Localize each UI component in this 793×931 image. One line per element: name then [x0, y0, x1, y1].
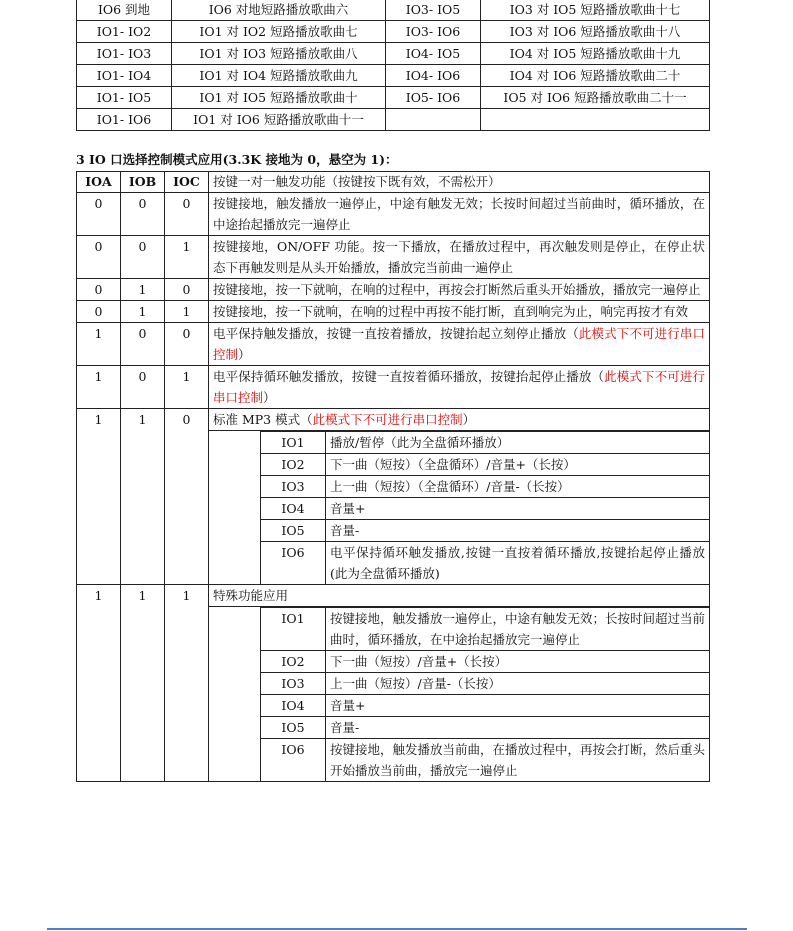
io-mode-table [76, 171, 710, 782]
io-pin: IO1 [261, 432, 326, 454]
table-cell: IO1- IO6 [77, 109, 172, 131]
table-cell: IO5- IO6 [386, 87, 481, 109]
header-ioa: IOA [77, 172, 121, 193]
io-function: 上一曲（短按）（全盘循环）/音量-（长按） [326, 476, 710, 498]
table-row [77, 109, 710, 131]
io-function-row [209, 717, 709, 739]
table-cell: IO1- IO4 [77, 65, 172, 87]
table-cell: IO5 对 IO6 短路播放歌曲二十一 [481, 87, 710, 109]
io-function-row [209, 520, 709, 542]
table-cell: IO3 对 IO5 短路播放歌曲十七 [481, 0, 710, 21]
io-function: 下一曲（短按）（全盘循环）/音量+（长按） [326, 454, 710, 476]
section-heading: 3 IO 口选择控制模式应用(3.3K 接地为 0，悬空为 1)： [76, 152, 398, 167]
table-cell [386, 109, 481, 131]
spacer-cell [209, 651, 261, 673]
description-text: 按键接地，触发播放一遍停止，中途有触发无效；长按时间超过当前曲时，循环播放，在中途抬起播放完一遍停止 [213, 196, 705, 232]
table-cell: IO4- IO5 [386, 43, 481, 65]
table-row [77, 43, 710, 65]
iob-value: 1 [121, 301, 165, 323]
table-cell: IO1 对 IO2 短路播放歌曲七 [172, 21, 386, 43]
mode-description [209, 366, 710, 409]
mode-description [209, 279, 710, 301]
table-cell: IO4- IO6 [386, 65, 481, 87]
mode-row [77, 409, 710, 585]
ioa-value: 1 [77, 366, 121, 409]
iob-value: 0 [121, 236, 165, 279]
description-tail: ） [263, 390, 276, 405]
table-cell: IO3- IO5 [386, 0, 481, 21]
mode-row [77, 279, 710, 301]
mp3-title-tail: ） [462, 412, 476, 427]
description-text: 按键接地，按一下就响，在响的过程中，再按会打断然后重头开始播放，播放完一遍停止 [213, 282, 701, 297]
spacer-cell [209, 739, 261, 782]
spacer-cell [209, 454, 261, 476]
short-circuit-song-table [76, 0, 710, 131]
iob-value: 0 [121, 366, 165, 409]
io-function: 按键接地，触发播放当前曲，在播放过程中，再按会打断，然后重头开始播放当前曲，播放完一遍停止 [326, 739, 710, 782]
mode-description [209, 409, 710, 585]
spacer-cell [209, 608, 261, 651]
header-description: 按键一对一触发功能（按键按下既有效，不需松开） [209, 172, 710, 193]
mode-description [209, 323, 710, 366]
footer-rule [47, 928, 747, 930]
table-row [77, 87, 710, 109]
header-ioc: IOC [165, 172, 209, 193]
table-row [77, 21, 710, 43]
spacer-cell [209, 542, 261, 585]
table-cell: IO3 对 IO6 短路播放歌曲十八 [481, 21, 710, 43]
iob-value: 1 [121, 409, 165, 585]
io-function-row [209, 454, 709, 476]
mode-description [209, 193, 710, 236]
io-function-table [209, 607, 709, 781]
ioa-value: 0 [77, 236, 121, 279]
ioc-value: 0 [165, 193, 209, 236]
table-cell: IO1- IO2 [77, 21, 172, 43]
io-function: 音量+ [326, 498, 710, 520]
mode-description [209, 585, 710, 782]
io-function: 电平保持循环触发播放,按键一直按着循环播放,按键抬起停止播放(此为全盘循环播放) [326, 542, 710, 585]
table-cell [481, 109, 710, 131]
spacer-cell [209, 498, 261, 520]
io-function-row [209, 695, 709, 717]
spacer-cell [209, 673, 261, 695]
table-cell: IO1 对 IO5 短路播放歌曲十 [172, 87, 386, 109]
iob-value: 1 [121, 279, 165, 301]
mp3-title-text: 标准 MP3 模式（ [213, 412, 313, 427]
io-function: 播放/暂停（此为全盘循环播放） [326, 432, 710, 454]
mode-title [209, 585, 709, 607]
ioa-value: 1 [77, 323, 121, 366]
io-function-row [209, 476, 709, 498]
table-cell: IO1- IO3 [77, 43, 172, 65]
io-function-row [209, 608, 709, 651]
iob-value: 0 [121, 193, 165, 236]
io-function-row [209, 739, 709, 782]
table-row [77, 65, 710, 87]
io-pin: IO4 [261, 498, 326, 520]
io-pin: IO2 [261, 651, 326, 673]
description-text: 按键接地，按一下就响，在响的过程中再按不能打断，直到响完为止，响完再按才有效 [213, 304, 689, 319]
description-tail: ） [238, 347, 251, 362]
io-function: 音量- [326, 717, 710, 739]
table-cell: IO6 到地 [77, 0, 172, 21]
io-function-row [209, 498, 709, 520]
io-function: 音量+ [326, 695, 710, 717]
spacer-cell [209, 432, 261, 454]
io-function: 下一曲（短按）/音量+（长按） [326, 651, 710, 673]
table-cell: IO6 对地短路播放歌曲六 [172, 0, 386, 21]
spacer-cell [209, 717, 261, 739]
io-pin: IO2 [261, 454, 326, 476]
ioc-value: 1 [165, 366, 209, 409]
ioa-value: 0 [77, 301, 121, 323]
io-function-table [209, 431, 709, 584]
iob-value: 1 [121, 585, 165, 782]
ioc-value: 0 [165, 279, 209, 301]
spacer-cell [209, 695, 261, 717]
mode-row [77, 366, 710, 409]
table-row [77, 0, 710, 21]
ioa-value: 0 [77, 193, 121, 236]
ioa-value: 1 [77, 585, 121, 782]
mode-row [77, 585, 710, 782]
ioa-value: 0 [77, 279, 121, 301]
io-pin: IO1 [261, 608, 326, 651]
mode-table-header [77, 172, 710, 193]
ioc-value: 1 [165, 236, 209, 279]
table-cell: IO4 对 IO5 短路播放歌曲十九 [481, 43, 710, 65]
mode-description [209, 301, 710, 323]
description-text: 电平保持触发播放，按键一直按着播放，按键抬起立刻停止播放（ [213, 326, 579, 341]
ioc-value: 0 [165, 409, 209, 585]
mode-row [77, 193, 710, 236]
io-function: 音量- [326, 520, 710, 542]
table-cell: IO1 对 IO4 短路播放歌曲九 [172, 65, 386, 87]
io-pin: IO5 [261, 520, 326, 542]
description-text: 按键接地，ON/OFF 功能。按一下播放，在播放过程中，再次触发则是停止，在停止状态下再触发则是从头开始播放，播放完当前曲一遍停止 [213, 239, 705, 275]
serial-warning: 此模式下不可进行串口控制 [213, 326, 705, 362]
io-function: 按键接地，触发播放一遍停止，中途有触发无效；长按时间超过当前曲时，循环播放，在中途抬起播放完一遍停止 [326, 608, 710, 651]
ioa-value: 1 [77, 409, 121, 585]
mode-row [77, 236, 710, 279]
io-pin: IO3 [261, 673, 326, 695]
io-function-row [209, 673, 709, 695]
io-pin: IO3 [261, 476, 326, 498]
io-pin: IO5 [261, 717, 326, 739]
io-pin: IO4 [261, 695, 326, 717]
table-cell: IO1- IO5 [77, 87, 172, 109]
iob-value: 0 [121, 323, 165, 366]
io-function: 上一曲（短按）/音量-（长按） [326, 673, 710, 695]
io-pin: IO6 [261, 542, 326, 585]
mode-row [77, 323, 710, 366]
spacer-cell [209, 476, 261, 498]
table-cell: IO3- IO6 [386, 21, 481, 43]
spacer-cell [209, 520, 261, 542]
mode-row [77, 301, 710, 323]
io-function-row [209, 542, 709, 585]
ioc-value: 0 [165, 323, 209, 366]
ioc-value: 1 [165, 585, 209, 782]
description-text: 电平保持循环触发播放，按键一直按着循环播放，按键抬起停止播放（ [213, 369, 605, 384]
mode-title [209, 409, 709, 431]
header-iob: IOB [121, 172, 165, 193]
serial-warning: 此模式下不可进行串口控制 [213, 369, 705, 405]
io-function-row [209, 651, 709, 673]
table-cell: IO1 对 IO3 短路播放歌曲八 [172, 43, 386, 65]
table-cell: IO1 对 IO6 短路播放歌曲十一 [172, 109, 386, 131]
io-function-row [209, 432, 709, 454]
serial-warning: 此模式下不可进行串口控制 [312, 412, 463, 427]
mode-description [209, 236, 710, 279]
table-cell: IO4 对 IO6 短路播放歌曲二十 [481, 65, 710, 87]
special-title-text: 特殊功能应用 [213, 588, 289, 603]
io-pin: IO6 [261, 739, 326, 782]
ioc-value: 1 [165, 301, 209, 323]
